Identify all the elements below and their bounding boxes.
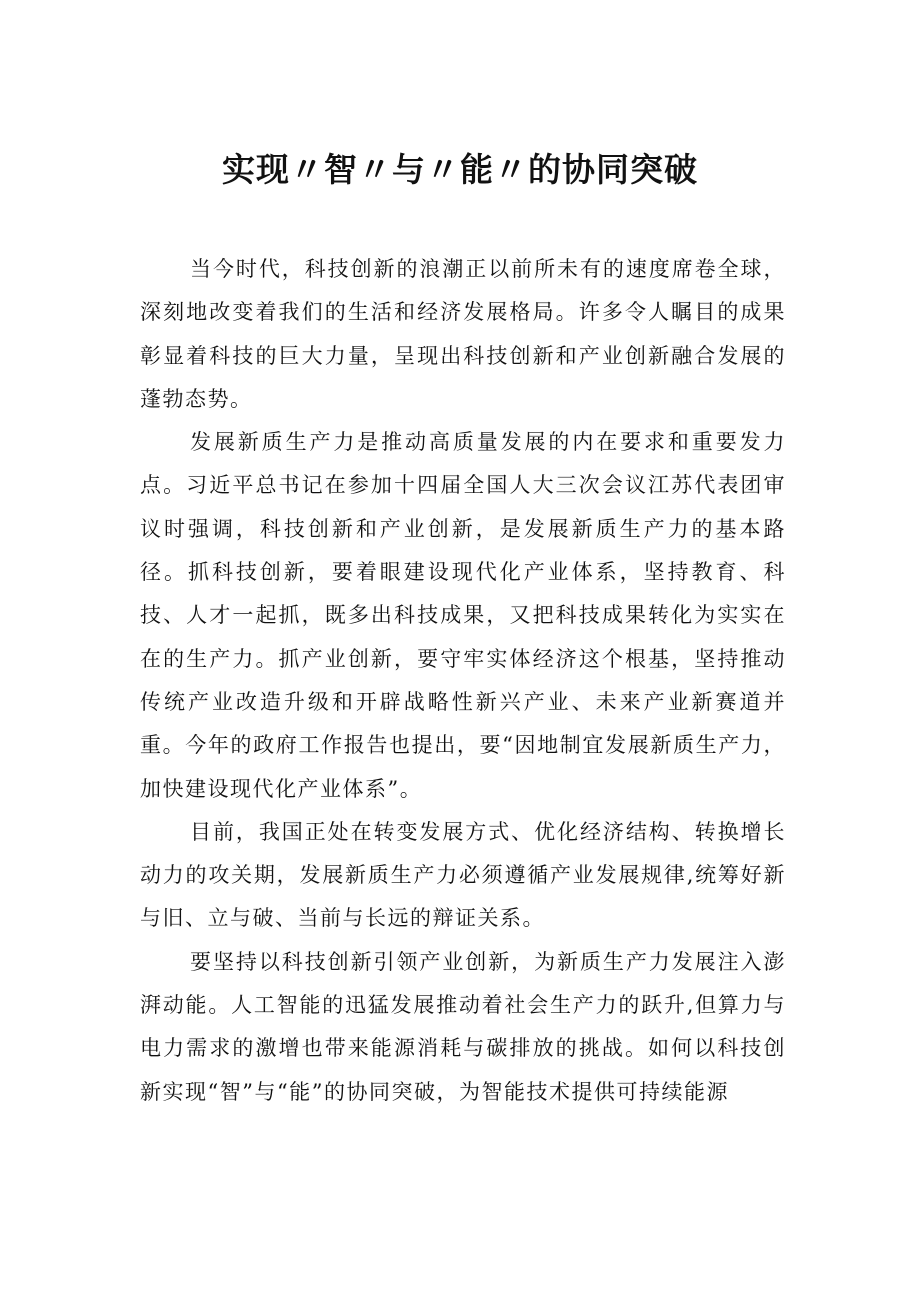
paragraph: 发展新质生产力是推动高质量发展的内在要求和重要发力点。习近平总书记在参加十四届全国人大三次会议江苏代表团审议时强调，科技创新和产业创新，是发展新质生产力的基本路径。抓科技创新，要着眼建设现代化产业体系，坚持教育、科技、人才一起抓，既多出科技成果，又把科技成果转化为实实在在的生产力。抓产业创新，要守牢实体经济这个根基，坚持推动传统产业改造升级和开辟战略性新兴产业、未来产业新赛道并重。今年的政府工作报告也提出，要“因地制宜发展新质生产力，加快建设现代化产业体系”。 [140, 430, 786, 801]
document-title: 实现〃智〃与〃能〃的协同突破 [222, 150, 698, 189]
document-body [140, 248, 786, 1114]
paragraph: 目前，我国正处在转变发展方式、优化经济结构、转换增长动力的攻关期，发展新质生产力必须遵循产业发展规律,统筹好新与旧、立与破、当前与长远的辩证关系。 [140, 819, 786, 931]
paragraph: 当今时代，科技创新的浪潮正以前所未有的速度席卷全球，深刻地改变着我们的生活和经济发展格局。许多令人瞩目的成果彰显着科技的巨大力量，呈现出科技创新和产业创新融合发展的蓬勃态势。 [140, 257, 786, 411]
paragraph: 要坚持以科技创新引领产业创新，为新质生产力发展注入澎湃动能。人工智能的迅猛发展推动着社会生产力的跃升,但算力与电力需求的激增也带来能源消耗与碳排放的挑战。如何以科技创新实现“智”与“能”的协同突破，为智能技术提供可持续能源 [140, 949, 786, 1104]
